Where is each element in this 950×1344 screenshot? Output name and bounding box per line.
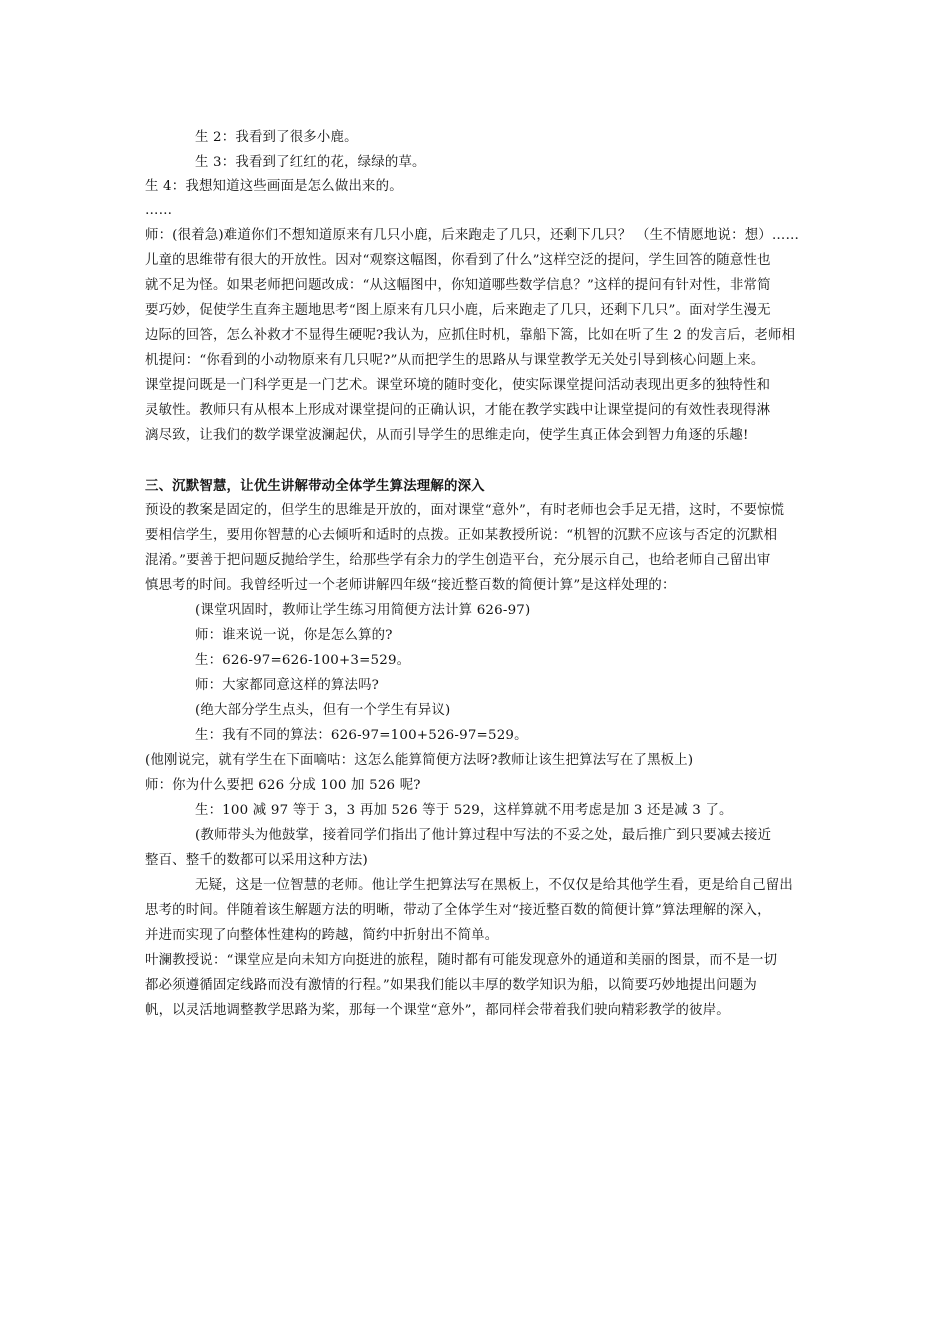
paragraph-line: 灵敏性。教师只有从根本上形成对课堂提问的正确认识，才能在教学实践中让课堂提问的有效性表现得淋 [145,403,771,418]
dialogue-line: (他刚说完，就有学生在下面嘀咕：这怎么能算简便方法呀?教师让该生把算法写在了黑板上) [145,753,694,768]
dialogue-line: 生 3：我看到了红红的花，绿绿的草。 [195,155,426,170]
paragraph-line: 课堂提问既是一门科学更是一门艺术。课堂环境的随时变化，使实际课堂提问活动表现出更多的独特性和 [145,378,771,393]
paragraph-line: 就不足为怪。如果老师把问题改成：“从这幅图中，你知道哪些数学信息？”这样的提问有针对性，非常简 [145,278,771,293]
paragraph-line: 儿童的思维带有很大的开放性。因对“观察这幅图，你看到了什么”这样空泛的提问，学生回答的随意性也 [145,253,771,268]
dialogue-line: (教师带头为他鼓掌，接着同学们指出了他计算过程中写法的不妥之处，最后推广到只要减去接近 [195,828,772,843]
ellipsis-line: …… [145,203,173,218]
dialogue-line: 师：(很着急)难道你们不想知道原来有几只小鹿，后来跑走了几只，还剩下几只？ （生不情愿地说：想）…… [145,228,800,243]
paragraph-line: 慎思考的时间。我曾经听过一个老师讲解四年级“接近整百数的简便计算”是这样处理的： [145,578,676,593]
dialogue-line: (课堂巩固时，教师让学生练习用简便方法计算 626-97) [195,603,531,618]
dialogue-line: 师：你为什么要把 626 分成 100 加 526 呢? [145,778,421,793]
paragraph-line: 要巧妙，促使学生直奔主题地思考“图上原来有几只小鹿，后来跑走了几只，还剩下几只”。面对学生漫无 [145,303,771,318]
paragraph-line: 叶澜教授说：“课堂应是向未知方向挺进的旅程，随时都有可能发现意外的通道和美丽的图景，而不是一切 [145,953,778,968]
paragraph-line: 思考的时间。伴随着该生解题方法的明晰，带动了全体学生对“接近整百数的简便计算”算法理解的深入， [145,903,771,918]
paragraph-line: 帆，以灵活地调整教学思路为桨，那每一个课堂“意外”，都同样会带着我们驶向精彩教学的彼岸。 [145,1003,730,1018]
dialogue-line: 生：我有不同的算法：626-97=100+526-97=529。 [195,728,528,743]
paragraph-line: 边际的回答，怎么补救才不显得生硬呢?我认为，应抓住时机，靠船下篙，比如在听了生 2 的发言后，老师相 [145,328,796,343]
paragraph-line: 预设的教案是固定的，但学生的思维是开放的，面对课堂“意外”，有时老师也会手足无措，这时，不要惊慌 [145,503,785,518]
paragraph-line: 要相信学生，要用你智慧的心去倾听和适时的点拨。正如某教授所说：“机智的沉默不应该与否定的沉默相 [145,528,778,543]
dialogue-line: 生：626-97=626-100+3=529。 [195,653,411,668]
dialogue-line: 生 4：我想知道这些画面是怎么做出来的。 [145,179,403,194]
paragraph-line: 混淆。”要善于把问题反抛给学生，给那些学有余力的学生创造平台，充分展示自己，也给老师自己留出审 [145,553,771,568]
dialogue-line: 整百、整千的数都可以采用这种方法) [145,853,368,868]
paragraph-line: 漓尽致，让我们的数学课堂波澜起伏，从而引导学生的思维走向，使学生真正体会到智力角逐的乐趣! [145,428,749,443]
paragraph-line: 机提问：“你看到的小动物原来有几只呢?”从而把学生的思路从与课堂教学无关处引导到核心问题上来。 [145,353,765,368]
dialogue-line: 师：谁来说一说，你是怎么算的? [195,628,393,643]
dialogue-line: 生：100 减 97 等于 3，3 再加 526 等于 529，这样算就不用考虑是加 3 还是减 3 了。 [195,803,733,818]
dialogue-line: 生 2：我看到了很多小鹿。 [195,130,358,145]
paragraph-line: 都必须遵循固定线路而没有激情的行程。”如果我们能以丰厚的数学知识为船，以简要巧妙地提出问题为 [145,978,757,993]
section-heading: 三、沉默智慧，让优生讲解带动全体学生算法理解的深入 [145,478,485,494]
dialogue-line: 师：大家都同意这样的算法吗? [195,678,380,693]
paragraph-line: 无疑，这是一位智慧的老师。他让学生把算法写在黑板上，不仅仅是给其他学生看，更是给自己留出 [195,878,793,893]
dialogue-line: (绝大部分学生点头，但有一个学生有异议) [195,703,451,718]
paragraph-line: 并进而实现了向整体性建构的跨越，简约中折射出不简单。 [145,928,499,943]
